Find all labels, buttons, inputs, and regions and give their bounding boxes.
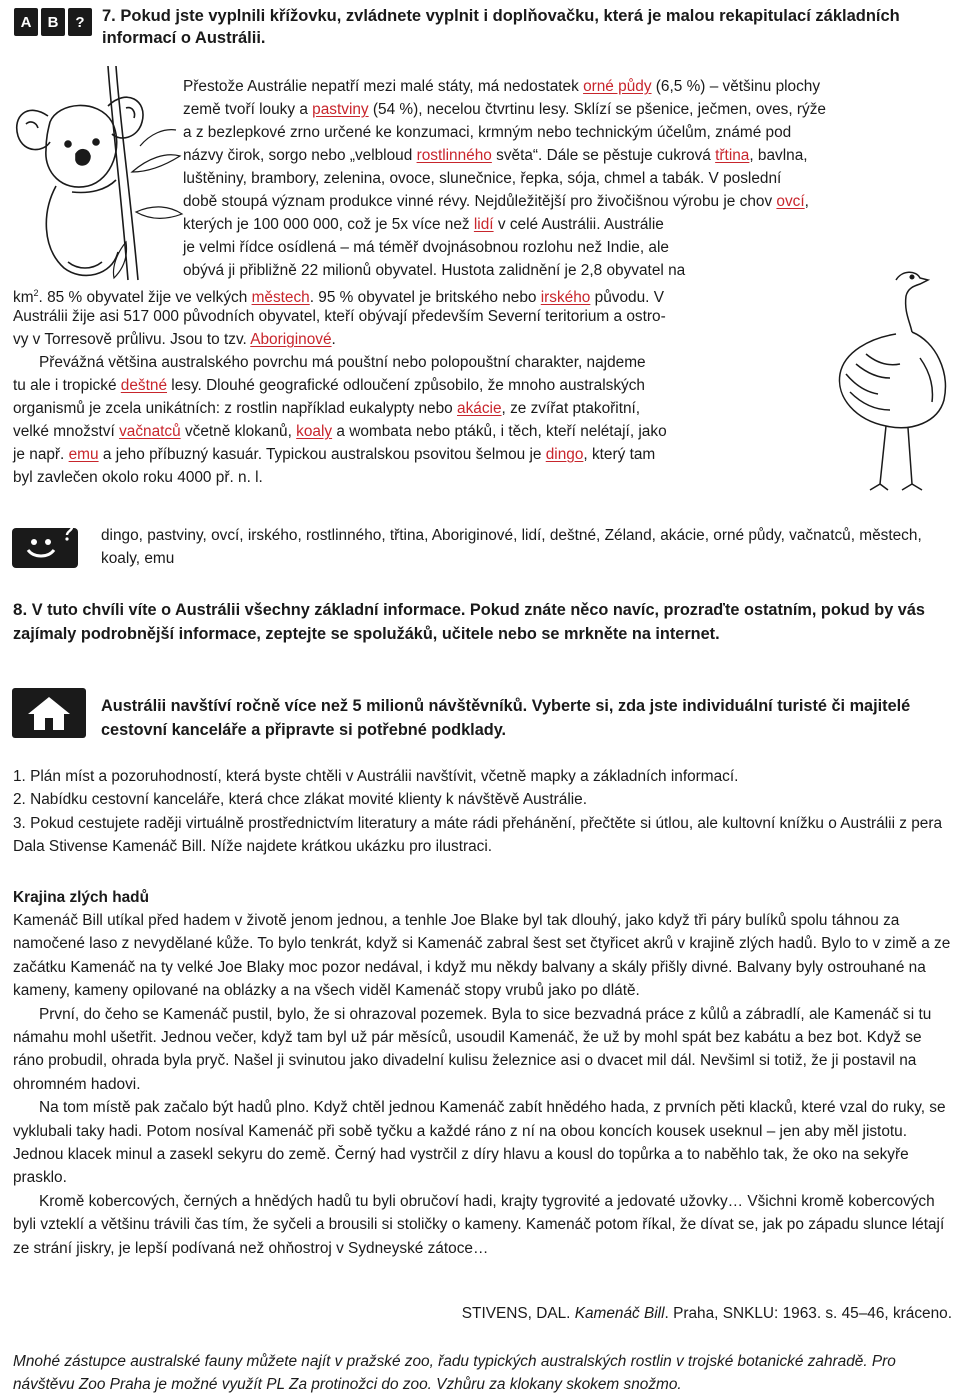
filled-blank: orné půdy bbox=[583, 78, 652, 95]
list-item: 3. Pokud cestujete raději virtuálně prostřednictvím literatury a máte rádi přehánění, přečtěte si útlou, ale kultovní knížku o Austrálii z pera Dala Stivense Kamenáč Bill. Níže najdete krátkou ukázku pro ilustraci. bbox=[13, 814, 943, 856]
letter-tile-a: A bbox=[14, 8, 38, 36]
letter-tile-b: B bbox=[41, 8, 65, 36]
filled-blank: rostlinného bbox=[416, 147, 492, 164]
house-icon bbox=[12, 688, 86, 738]
letter-tile-question: ? bbox=[68, 8, 92, 36]
text-line: Převážná většina australského povrchu má pouštní nebo polopouštní charakter, najdeme bbox=[39, 354, 646, 371]
filled-blank: vačnatců bbox=[119, 423, 181, 440]
text-line: byl zavlečen okolo roku 4000 př. n. l. bbox=[13, 469, 263, 486]
text-line: je např. emu a jeho příbuzný kasuár. Typickou australskou psovitou šelmou je dingo, který tam bbox=[13, 446, 656, 463]
filled-blank: lidí bbox=[473, 216, 494, 233]
koala-illustration bbox=[8, 62, 186, 284]
story-text bbox=[13, 909, 953, 1260]
abc-icon bbox=[14, 8, 92, 36]
filled-blank: irského bbox=[540, 289, 591, 307]
emu-illustration bbox=[826, 262, 956, 494]
exercise-7-heading bbox=[102, 5, 942, 49]
filled-blank: pastviny bbox=[312, 101, 369, 118]
filled-blank: ovcí bbox=[776, 193, 805, 210]
text-line: velké množství vačnatců včetně klokanů, koaly a wombata nebo ptáků, i těch, kteří nelétají, jako bbox=[13, 423, 667, 440]
text-line: a z bezlepkové zrno určené ke konzumaci, krmným nebo technickým účelům, známé pod bbox=[183, 124, 792, 141]
exercise-instruction: Pokud jste vyplnili křížovku, zvládnete vyplnit i doplňovačku, která je malou rekapitulací základních informací o Austrálii. bbox=[102, 7, 900, 47]
story-paragraph: Kamenáč Bill utíkal před hadem v životě jenom jednou, a tenhle Joe Blake byl tak dlouhý, jako když tři páry bulíků spolu táhnou za namočené laso z nevydělané kůže. To bylo tenkrát, když si Kamenáč zabral šest set čtyřicet akrů v krajině zlých hadů. Bylo to v zimě a ze začátku Kamenáč na ty velké Joe Blaky moc pozor nedával, i když mu někdy balvany a skály přišly divné. Balvany byly ostrouhané na kameny, kameny opilované na oblázky a na všech viděl Kamenáč stopy vrubů jako po dlátě. bbox=[13, 912, 951, 1000]
text-line: době stoupá význam produkce vinné révy. Nejdůležitější pro živočišnou výrobu je chov ovcí, bbox=[183, 193, 809, 210]
text-line: kterých je 100 000 000, což je 5x více než lidí v celé Austrálii. Austrálie bbox=[183, 216, 664, 233]
text-line: země tvoří louky a pastviny (54 %), necelou čtvrtinu lesy. Sklízí se pšenice, ječmen, oves, rýže bbox=[183, 101, 826, 118]
list-item: 2. Nabídku cestovní kanceláře, která chce zlákat movité klienty k návštěvě Austrálie. bbox=[13, 791, 588, 809]
thinking-face-icon bbox=[12, 520, 78, 568]
story-title: Krajina zlých hadů bbox=[13, 889, 149, 906]
text-line: vy v Torresově průlivu. Jsou to tzv. Aboriginové. bbox=[13, 331, 336, 348]
filled-blank: Aboriginové bbox=[250, 331, 332, 348]
footer-note: Mnohé zástupce australské fauny můžete najít v pražské zoo, řadu typických australských rostlin v trojské botanické zahradě. Pro návštěvu Zoo Praha je možné využít PL Za protinožci do zoo. Vzhůru za klokany skokem snožmo. bbox=[13, 1353, 896, 1394]
filled-blank: deštné bbox=[120, 377, 168, 394]
list-item: 1. Plán míst a pozoruhodností, která byste chtěli v Austrálii navštívit, včetně mapky a základních informací. bbox=[13, 768, 739, 785]
text-line: $km^2$. 85 % obyvatel žije ve velkých městech. 95 % obyvatel je britského nebo irského původu. V bbox=[13, 288, 664, 307]
homework-heading: Austrálii navštíví ročně více než 5 milionů návštěvníků. Vyberte si, zda jste individuální turisté či majitelé cestovní kanceláře a připravte si potřebné podklady. bbox=[101, 697, 911, 739]
homework-list bbox=[13, 765, 948, 859]
exercise-8-heading bbox=[13, 598, 948, 646]
text-line: tu ale i tropické deštné lesy. Dlouhé geografické odloučení způsobilo, že mnoho australských bbox=[13, 377, 645, 394]
filled-blank: akácie bbox=[457, 400, 502, 417]
story-paragraph: První, do čeho se Kamenáč pustil, bylo, že si ohrazoval pozemek. Byla to sice bezvadná práce z kůlů a zábradlí, ale Kamenáč si tu námahu mohl ušetřit. Jednou večer, když tam byl už pár měsíců, usoudil Kamenáč, že už by mohl spát bez kabátu a bez bot. Když se ráno probudil, ohrada byla pryč. Našel ji svinutou jako divadelní kulisu železnice asi o dvacet mil dál. Nevšiml si totiž, že ji postavil na ohromném hadovi. bbox=[13, 1005, 932, 1093]
filled-blank: emu bbox=[68, 446, 99, 463]
filled-blank: městech bbox=[251, 289, 310, 307]
text-line: Přestože Austrálie nepatří mezi malé státy, má nedostatek orné půdy (6,5 %) – většinu plochy bbox=[183, 78, 821, 95]
text-line: názvy čirok, sorgo nebo „velbloud rostlinného světa“. Dále se pěstuje cukrová třtina, bavlna, bbox=[183, 147, 808, 164]
exercise-number: 7. bbox=[102, 7, 116, 25]
text-line: je velmi řídce osídlená – má téměř dvojnásobnou rozlohu než Indie, ale bbox=[183, 239, 669, 256]
story-paragraph: Kromě kobercových, černých a hnědých hadů tu byli obručoví hadi, krajty tygrovité a jedovaté užovky… Všichni kromě kobercových byli vzteklí a většinu trávili čas tím, že syčeli a brousili si stoličky o kameny. Kamenáč potom říkal, že dívat se, jak po západu slunce létají ze strání jiskry, je lepší podívaná než ohňostroj v Sydneyské zátoce… bbox=[13, 1192, 945, 1257]
filled-blank: dingo bbox=[545, 446, 584, 463]
text-line: obývá ji přibližně 22 milionů obyvatel. Hustota zalidnění je 2,8 obyvatel na bbox=[183, 262, 686, 279]
citation: STIVENS, DAL. Kamenáč Bill. Praha, SNKLU: 1963. s. 45–46, kráceno. bbox=[461, 1305, 952, 1322]
word-bank: dingo, pastviny, ovcí, irského, rostlinného, třtina, Aboriginové, lidí, deštné, Zéland, akácie, orné půdy, vačnatců, městech, koaly, emu bbox=[101, 527, 922, 568]
filled-blank: třtina bbox=[715, 147, 750, 164]
text-line: luštěniny, brambory, zelenina, ovoce, slunečnice, řepka, sója, chmel a tabák. V poslední bbox=[183, 170, 782, 187]
text-line: Austrálii žije asi 517 000 původních obyvatel, kteří obývají především Severní teritorium a ostro- bbox=[13, 308, 666, 325]
story-paragraph: Na tom místě pak začalo být hadů plno. Když chtěl jednou Kamenáč zabít hnědého hada, z prvních pěti klacků, které vzal do ruky, se vyklubali taky hadi. Potom nosíval Kamenáč při sobě tyčku a každé ráno z ní na obou koncích kousek useknul – jen aby měl jistotu. Jednou klacek minul a zasekl sekyru do země. Černý had vystrčil z díry hlavu a kousl do topůrka a to naběhlo tak, že oko na sekyře prasklo. bbox=[13, 1099, 946, 1187]
filled-blank: koaly bbox=[296, 423, 333, 440]
exercise-instruction: V tuto chvíli víte o Austrálii všechny základní informace. Pokud znáte něco navíc, prozraďte ostatním, pokud by vás zajímaly podrobnější informace, zeptejte se spolužáků, učitele nebo se mrkněte na internet. bbox=[13, 601, 925, 643]
exercise-number: 8. bbox=[13, 600, 28, 619]
text-line: organismů je zcela unikátních: z rostlin například eukalypty nebo akácie, ze zvířat ptakořitní, bbox=[13, 400, 641, 417]
